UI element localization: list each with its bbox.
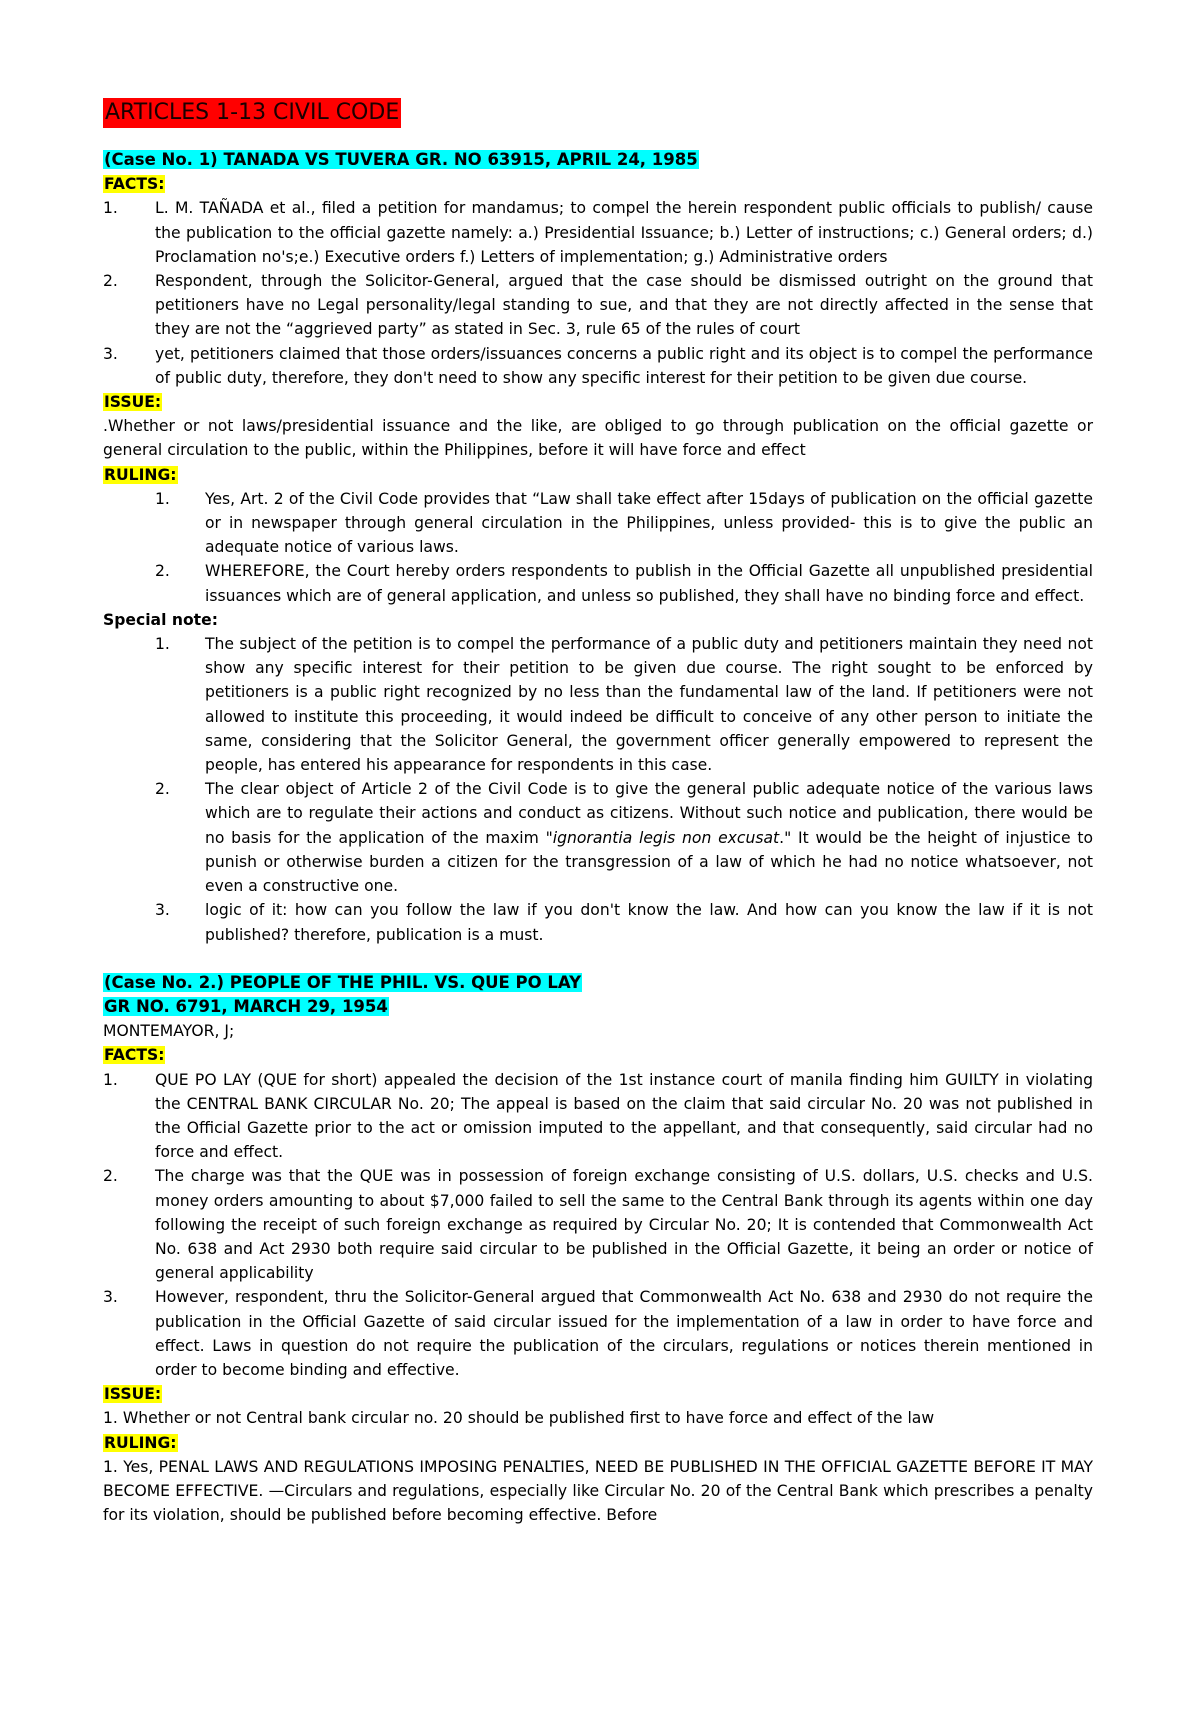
case-2-gr-number: GR NO. 6791, MARCH 29, 1954 (104, 996, 388, 1016)
list-number: 3. (103, 344, 118, 363)
section-gap (103, 947, 1093, 971)
case-1-special-note-label: Special note: (103, 610, 218, 629)
list-number: 1. (103, 1070, 118, 1089)
list-item (103, 559, 1093, 607)
list-item (103, 342, 1093, 390)
list-number: 3. (155, 901, 170, 920)
list-number: 1. (155, 635, 170, 654)
list-item (103, 269, 1093, 342)
list-item (103, 487, 1093, 560)
case-1-facts-label: FACTS: (104, 175, 165, 194)
latin-maxim: ignorantia legis non excusat (552, 828, 780, 847)
list-text: L. M. TAÑADA et al., filed a petition for mandamus; to compel the herein respondent public officials to publish/ cause the publication to the official gazette namely: a.) Presidential Issuance; b.) Letter of instructions; c.) General orders; d.) Proclamation no's;e.) Executive orders f.) Letters of implementation; g.) Administrative orders (155, 199, 1093, 266)
case-2-ruling-label: RULING: (104, 1433, 177, 1452)
case-2-facts-list (103, 1068, 1093, 1383)
list-item (103, 777, 1093, 898)
list-number: 2. (103, 272, 118, 291)
case-1 (103, 148, 1093, 947)
case-2-issue-label: ISSUE: (104, 1385, 162, 1404)
list-text: WHEREFORE, the Court hereby orders respondents to publish in the Official Gazette all unpublished presidential issuances which are of general application, and unless so published, they shall have no binding force and effect. (205, 562, 1093, 605)
list-number: 3. (103, 1288, 118, 1307)
list-text: The subject of the petition is to compel the performance of a public duty and petitioners maintain they need not show any specific interest for their petition to be given due course. The right sought to be enforced by petitioners is a public right recognized by no less than the fundamental law of the land. If petitioners were not allowed to institute this proceeding, it would indeed be difficult to conceive of any other person to initiate the same, considering that the Solicitor General, the government officer generally empowered to represent the people, has entered his appearance for respondents in this case. (205, 635, 1093, 775)
case-1-heading: (Case No. 1) TANADA VS TUVERA GR. NO 63915, APRIL 24, 1985 (104, 150, 698, 169)
case-2 (103, 971, 1093, 1528)
list-number: 2. (155, 562, 170, 581)
case-1-issue-label: ISSUE: (104, 393, 162, 412)
case-2-judge: MONTEMAYOR, J; (103, 1022, 235, 1041)
list-item (103, 1164, 1093, 1285)
list-number: 1. (155, 489, 170, 508)
list-item (103, 632, 1093, 777)
list-text: The charge was that the QUE was in possession of foreign exchange consisting of U.S. dollars, U.S. checks and U.S. money orders amounting to about $7,000 failed to sell the same to the Central Bank through its agents within one day following the receipt of such foreign exchange as required by Circular No. 20; It is contended that Commonwealth Act No. 638 and Act 2930 both require said circular to be published in the Official Gazette, it being an order or notice of general applicability (155, 1167, 1093, 1283)
case-2-issue-text: 1. Whether or not Central bank circular no. 20 should be published first to have force and effect of the law (103, 1409, 935, 1428)
case-1-facts-list (103, 196, 1093, 390)
list-text: QUE PO LAY (QUE for short) appealed the decision of the 1st instance court of manila finding him GUILTY in violating the CENTRAL BANK CIRCULAR No. 20; The appeal is based on the claim that said circular No. 20 was not published in the Official Gazette prior to the act or omission imputed to the appellant, and that consequently, said circular had no force and effect. (155, 1070, 1093, 1162)
list-item (103, 1068, 1093, 1165)
list-text: However, respondent, thru the Solicitor-General argued that Commonwealth Act No. 638 and 2930 do not require the publication in the Official Gazette of said circular issued for the implementation of a law in order to have force and effect. Laws in question do not require the publication of the circulars, regulations or notices therein mentioned in order to become binding and effective. (155, 1288, 1093, 1379)
case-2-facts-label: FACTS: (104, 1046, 165, 1065)
document-title: ARTICLES 1-13 CIVIL CODE (103, 98, 401, 128)
list-text: Yes, Art. 2 of the Civil Code provides that “Law shall take effect after 15days of publication on the official gazette or in newspaper through general circulation in the Philippines, unless provided- this is to give the public an adequate notice of various laws. (205, 489, 1093, 557)
list-text: yet, petitioners claimed that those orders/issuances concerns a public right and its object is to compel the performance of public duty, therefore, they don't need to show any specific interest for their petition to be given due course. (155, 344, 1093, 387)
case-2-heading: (Case No. 2.) PEOPLE OF THE PHIL. VS. QUE PO LAY (104, 972, 582, 992)
list-item (103, 898, 1093, 946)
list-number: 2. (103, 1167, 118, 1186)
list-item (103, 1285, 1093, 1382)
list-text: The clear object of Article 2 of the Civil Code is to give the general public adequate notice of the various laws which are to regulate their actions and conduct as citizens. Without such notice and publication, there would be no basis for the application of the maxim " (205, 780, 1093, 847)
list-number: 2. (155, 780, 170, 799)
list-number: 1. (103, 199, 118, 218)
case-1-notes-list (103, 632, 1093, 947)
list-item (103, 196, 1093, 269)
list-text: Respondent, through the Solicitor-General, argued that the case should be dismissed outright on the ground that petitioners have no Legal personality/legal standing to sue, and that they are not directly affected in the sense that they are not the “aggrieved party” as stated in Sec. 3, rule 65 of the rules of court (155, 272, 1093, 339)
case-1-issue-text: .Whether or not laws/presidential issuance and the like, are obliged to go through publication on the official gazette or general circulation to the public, within the Philippines, before it will have force and effect (103, 417, 1093, 460)
case-1-ruling-list (103, 487, 1093, 608)
list-text: logic of it: how can you follow the law if you don't know the law. And how can you know the law if it is not published? therefore, publication is a must. (205, 901, 1093, 944)
document-page (103, 98, 1093, 1527)
case-1-ruling-label: RULING: (104, 465, 177, 484)
list-text-continued: ." It would be the height of injustice to punish or otherwise burden a citizen for the transgression of a law of which he had no notice whatsoever, not even a constructive one. (205, 828, 1093, 896)
case-2-ruling-text: 1. Yes, PENAL LAWS AND REGULATIONS IMPOSING PENALTIES, NEED BE PUBLISHED IN THE OFFICIAL GAZETTE BEFORE IT MAY BECOME EFFECTIVE. —Circulars and regulations, especially like Circular No. 20 of the Central Bank which prescribes a penalty for its violation, should be published before becoming effective. Before (103, 1457, 1093, 1525)
